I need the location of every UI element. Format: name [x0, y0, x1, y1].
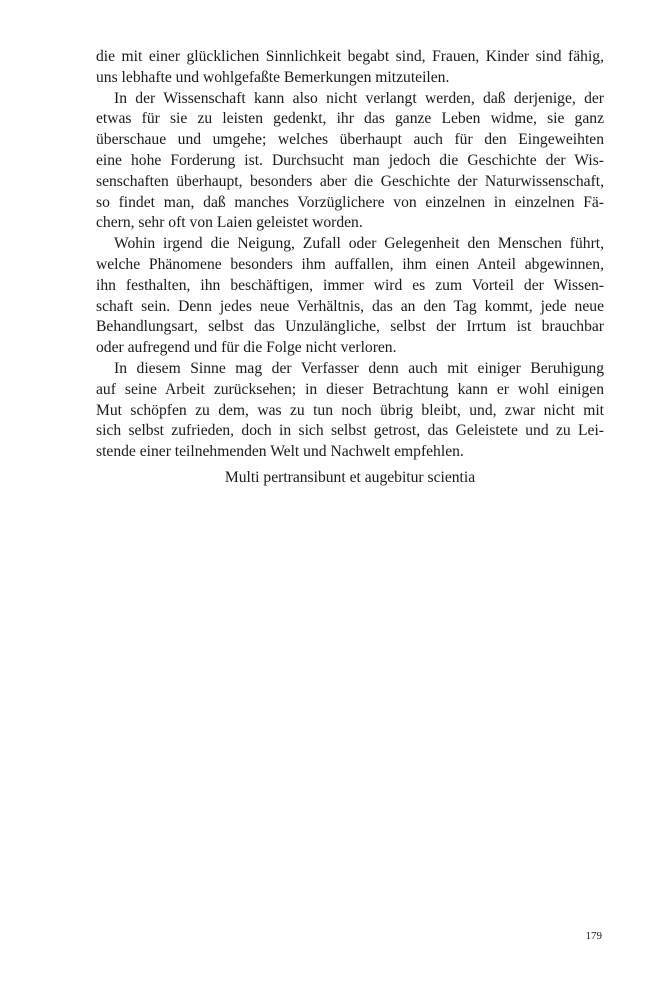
text-line: In diesem Sinne mag der Verfasser denn auch mit einiger Beruhigung [114, 359, 604, 377]
text-line: eine hohe Forderung ist. Durchsucht man jedoch die Geschichte der Wis- [96, 151, 604, 169]
text-line: auf seine Arbeit zurücksehen; in dieser Betrachtung kann er wohl einigen [96, 380, 604, 398]
latin-motto: Multi pertransibunt et augebitur scientia [224, 469, 476, 486]
body-text [96, 47, 604, 463]
text-line: senschaften überhaupt, besonders aber die Geschichte der Naturwissenschaft, [96, 172, 604, 190]
text-line: so findet man, daß manches Vorzüglichere von einzelnen in einzelnen Fä- [96, 193, 604, 211]
text-line: überschaue und umgehe; welches überhaupt auch für den Eingeweihten [96, 131, 604, 149]
text-line: In der Wissenschaft kann also nicht verlangt werden, daß derjenige, der [114, 89, 604, 107]
text-line: Wohin irgend die Neigung, Zufall oder Gelegenheit den Menschen führt, [114, 235, 604, 253]
text-line: die mit einer glücklichen Sinnlichkeit begabt sind, Frauen, Kinder sind fähig, [96, 48, 604, 65]
text-line: chern, sehr oft von Laien geleistet worden. [96, 214, 363, 232]
text-line: Behandlungsart, selbst das Unzulängliche, selbst der Irrtum ist brauchbar [96, 318, 604, 336]
text-line: Mut schöpfen zu dem, was zu tun noch übrig bleibt, und, zwar nicht mit [96, 401, 604, 419]
text-line: welche Phänomene besonders ihm auffallen, ihm einen Anteil abgewinnen, [96, 255, 604, 273]
text-line: uns lebhafte und wohlgefaßte Bemerkungen mitzuteilen. [96, 68, 450, 86]
text-line: sich selbst zufrieden, doch in sich selbst getrost, das Geleistete und zu Lei- [96, 422, 604, 440]
text-line: etwas für sie zu leisten gedenkt, ihr das ganze Leben widme, sie ganz [96, 110, 604, 128]
text-line: schaft sein. Denn jedes neue Verhältnis, das an den Tag kommt, jede neue [96, 297, 604, 315]
text-line: oder aufregend und für die Folge nicht verloren. [96, 339, 397, 357]
text-line: ihn festhalten, ihn beschäftigen, immer wird es zum Vorteil der Wissen- [96, 276, 604, 294]
page-number: 179 [585, 930, 602, 942]
text-line: stende einer teilnehmenden Welt und Nachwelt empfehlen. [96, 443, 464, 461]
